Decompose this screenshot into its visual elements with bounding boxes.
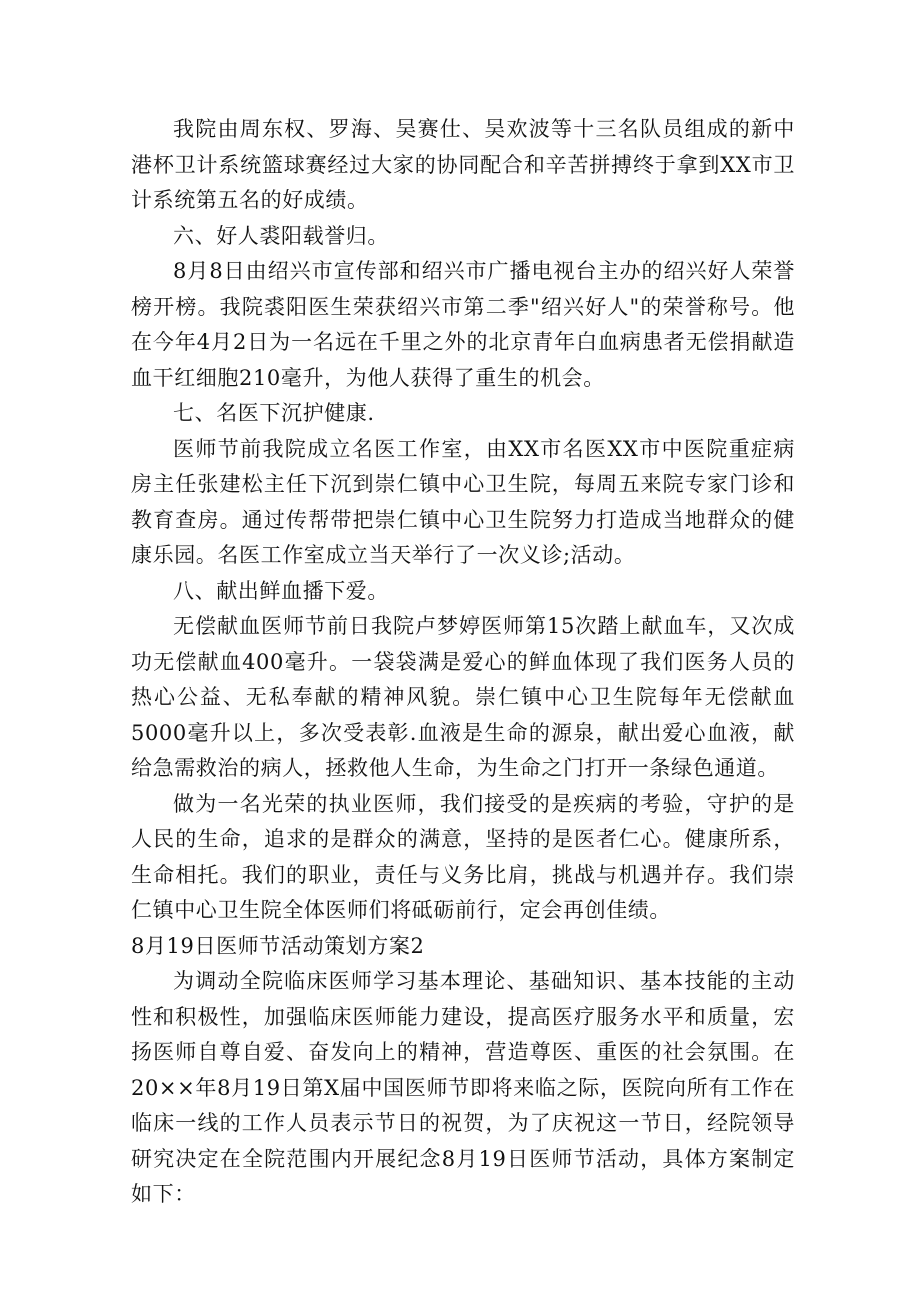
paragraph-famous-doctor: 医师节前我院成立名医工作室，由XX市名医XX市中医院重症病房主任张建松主任下沉到崇仁镇中心卫生院，每周五来院专家门诊和教育查房。通过传帮带把崇仁镇中心卫生院努力打造成当地群众的健康乐园。名医工作室成立当天举行了一次义诊;活动。 xyxy=(131,436,795,567)
document-body xyxy=(131,112,795,1213)
section-heading-eight: 八、献出鲜血播下爱。 xyxy=(173,578,389,603)
paragraph-basketball: 我院由周东权、罗海、吴赛仕、吴欢波等十三名队员组成的新中港杯卫计系统篮球赛经过大家的协同配合和辛苦拼搏终于拿到XX市卫计系统第五名的好成绩。 xyxy=(131,117,795,212)
section-heading-six: 六、好人裘阳载誉归。 xyxy=(173,223,389,248)
paragraph-good-person: 8月8日由绍兴市宣传部和绍兴市广播电视台主办的绍兴好人荣誉榜开榜。我院裘阳医生荣获绍兴市第二季"绍兴好人"的荣誉称号。他在今年4月2日为一名远在千里之外的北京青年白血病患者无偿捐献造血干红细胞210毫升，为他人获得了重生的机会。 xyxy=(131,259,795,390)
plan-title: 8月19日医师节活动策划方案2 xyxy=(131,933,425,958)
paragraph-blood-donation: 无偿献血医师节前日我院卢梦婷医师第15次踏上献血车，又次成功无偿献血400毫升。一袋袋满是爱心的鲜血体现了我们医务人员的热心公益、无私奉献的精神风貌。崇仁镇中心卫生院每年无偿献血5000毫升以上，多次受表彰.血液是生命的源泉，献出爱心血液，献给急需救治的病人，拯救他人生命，为生命之门打开一条绿色通道。 xyxy=(131,614,795,780)
section-heading-seven: 七、名医下沉护健康. xyxy=(173,401,375,425)
paragraph-plan-intro: 为调动全院临床医师学习基本理论、基础知识、基本技能的主动性和积极性，加强临床医师能力建设，提高医疗服务水平和质量，宏扬医师自尊自爱、奋发向上的精神，营造尊医、重医的社会氛围。在20××年8月19日第X届中国医师节即将来临之际，医院向所有工作在临床一线的工作人员表示节日的祝贺，为了庆祝这一节日，经院领导研究决定在全院范围内开展纪念8月19日医师节活动，具体方案制定如下： xyxy=(131,969,795,1206)
paragraph-conclusion: 做为一名光荣的执业医师，我们接受的是疾病的考验，守护的是人民的生命，追求的是群众的满意，坚持的是医者仁心。健康所系，生命相托。我们的职业，责任与义务比肩，挑战与机遇并存。我们崇仁镇中心卫生院全体医师们将砥砺前行，定会再创佳绩。 xyxy=(131,791,795,922)
